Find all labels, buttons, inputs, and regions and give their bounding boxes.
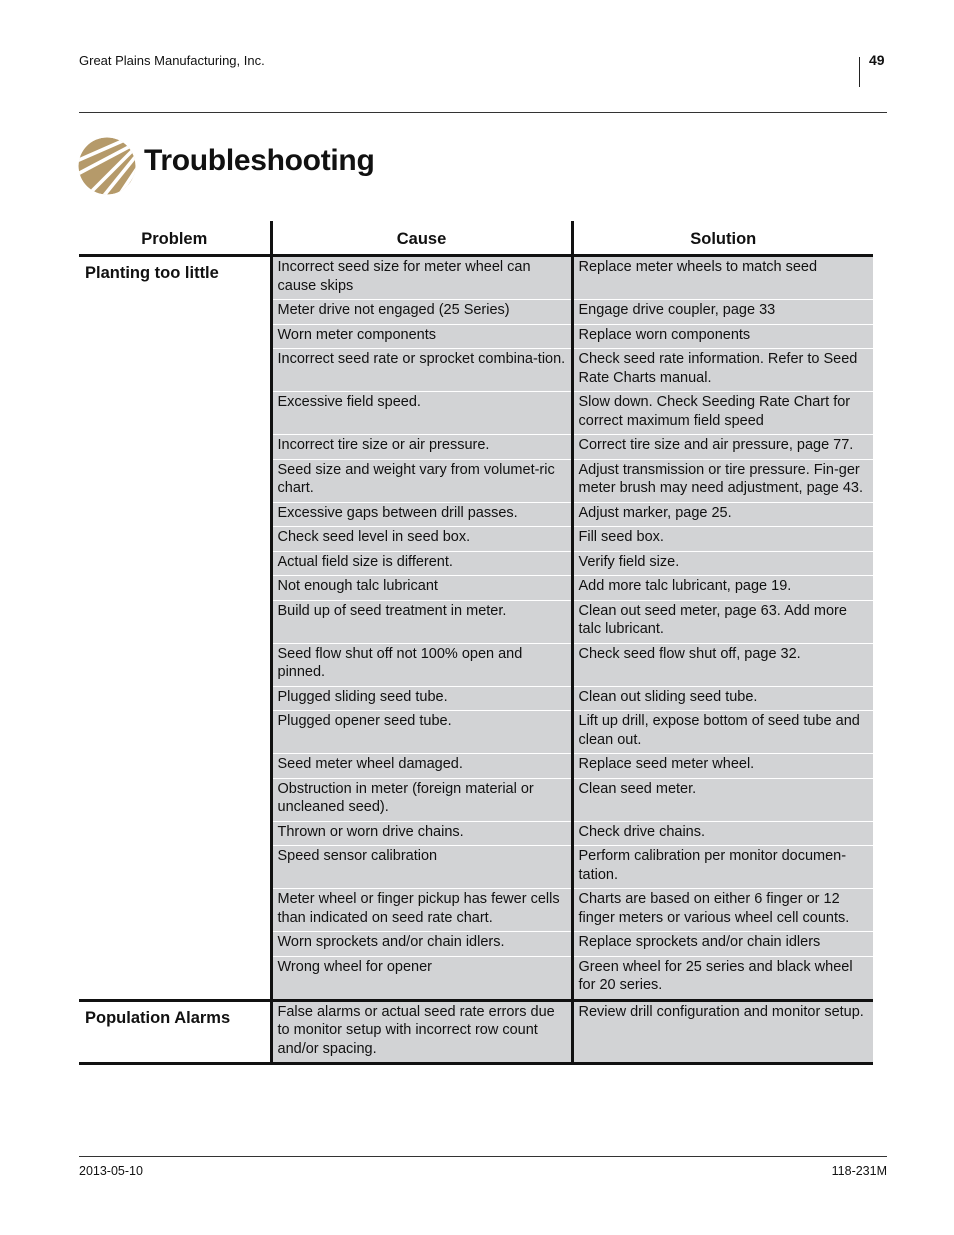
footer-date: 2013-05-10: [79, 1164, 143, 1178]
solution-cell: Verify field size.: [572, 551, 873, 576]
cause-cell: Thrown or worn drive chains.: [271, 821, 572, 846]
cause-cell: Plugged sliding seed tube.: [271, 686, 572, 711]
cause-cell: Meter wheel or finger pickup has fewer cells than indicated on seed rate chart.: [271, 889, 572, 932]
solution-cell: Check seed flow shut off, page 32.: [572, 643, 873, 686]
page-number: 49: [869, 52, 885, 68]
solution-cell: Check drive chains.: [572, 821, 873, 846]
solution-cell: Replace seed meter wheel.: [572, 754, 873, 779]
solution-cell: Adjust marker, page 25.: [572, 502, 873, 527]
solution-cell: Engage drive coupler, page 33: [572, 300, 873, 325]
cause-cell: Excessive gaps between drill passes.: [271, 502, 572, 527]
cause-cell: Seed size and weight vary from volumet-ric chart.: [271, 459, 572, 502]
solution-cell: Slow down. Check Seeding Rate Chart for correct maximum field speed: [572, 392, 873, 435]
table-row: [79, 1000, 873, 1064]
solution-cell: Clean out sliding seed tube.: [572, 686, 873, 711]
page-title: Troubleshooting: [144, 144, 375, 177]
cause-cell: Incorrect seed rate or sprocket combina-tion.: [271, 349, 572, 392]
solution-cell: Check seed rate information. Refer to Seed Rate Charts manual.: [572, 349, 873, 392]
solution-cell: Fill seed box.: [572, 527, 873, 552]
problem-cell: Planting too little: [79, 256, 271, 1001]
solution-cell: Charts are based on either 6 finger or 12 finger meters or various wheel cell counts.: [572, 889, 873, 932]
solution-cell: Perform calibration per monitor documen-tation.: [572, 846, 873, 889]
footer-doc-number: 118-231M: [831, 1164, 887, 1178]
great-plains-logo-icon: [78, 137, 136, 195]
column-header-solution: Solution: [572, 221, 873, 256]
solution-cell: Replace worn components: [572, 324, 873, 349]
cause-cell: False alarms or actual seed rate errors due to monitor setup with incorrect row count and/or spacing.: [271, 1000, 572, 1064]
solution-cell: Lift up drill, expose bottom of seed tube and clean out.: [572, 711, 873, 754]
column-header-cause: Cause: [271, 221, 572, 256]
troubleshooting-table: [79, 221, 873, 1065]
solution-cell: Clean seed meter.: [572, 778, 873, 821]
solution-cell: Adjust transmission or tire pressure. Fin-ger meter brush may need adjustment, page 43.: [572, 459, 873, 502]
cause-cell: Meter drive not engaged (25 Series): [271, 300, 572, 325]
cause-cell: Seed meter wheel damaged.: [271, 754, 572, 779]
solution-cell: Green wheel for 25 series and black wheel for 20 series.: [572, 956, 873, 1000]
column-header-problem: Problem: [79, 221, 271, 256]
cause-cell: Build up of seed treatment in meter.: [271, 600, 572, 643]
cause-cell: Worn meter components: [271, 324, 572, 349]
cause-cell: Wrong wheel for opener: [271, 956, 572, 1000]
cause-cell: Obstruction in meter (foreign material or uncleaned seed).: [271, 778, 572, 821]
cause-cell: Incorrect seed size for meter wheel can cause skips: [271, 256, 572, 300]
table-row: [79, 256, 873, 300]
solution-cell: Add more talc lubricant, page 19.: [572, 576, 873, 601]
header-divider: [859, 57, 860, 87]
cause-cell: Incorrect tire size or air pressure.: [271, 435, 572, 460]
header-company: Great Plains Manufacturing, Inc.: [79, 53, 265, 68]
solution-cell: Replace sprockets and/or chain idlers: [572, 932, 873, 957]
table-header-row: [79, 221, 873, 256]
cause-cell: Speed sensor calibration: [271, 846, 572, 889]
cause-cell: Actual field size is different.: [271, 551, 572, 576]
cause-cell: Seed flow shut off not 100% open and pinned.: [271, 643, 572, 686]
cause-cell: Check seed level in seed box.: [271, 527, 572, 552]
header-rule: [79, 112, 887, 113]
solution-cell: Correct tire size and air pressure, page 77.: [572, 435, 873, 460]
problem-cell: Population Alarms: [79, 1000, 271, 1064]
footer-rule: [79, 1156, 887, 1157]
solution-cell: Review drill configuration and monitor setup.: [572, 1000, 873, 1064]
solution-cell: Replace meter wheels to match seed: [572, 256, 873, 300]
cause-cell: Worn sprockets and/or chain idlers.: [271, 932, 572, 957]
cause-cell: Plugged opener seed tube.: [271, 711, 572, 754]
cause-cell: Not enough talc lubricant: [271, 576, 572, 601]
solution-cell: Clean out seed meter, page 63. Add more talc lubricant.: [572, 600, 873, 643]
cause-cell: Excessive field speed.: [271, 392, 572, 435]
